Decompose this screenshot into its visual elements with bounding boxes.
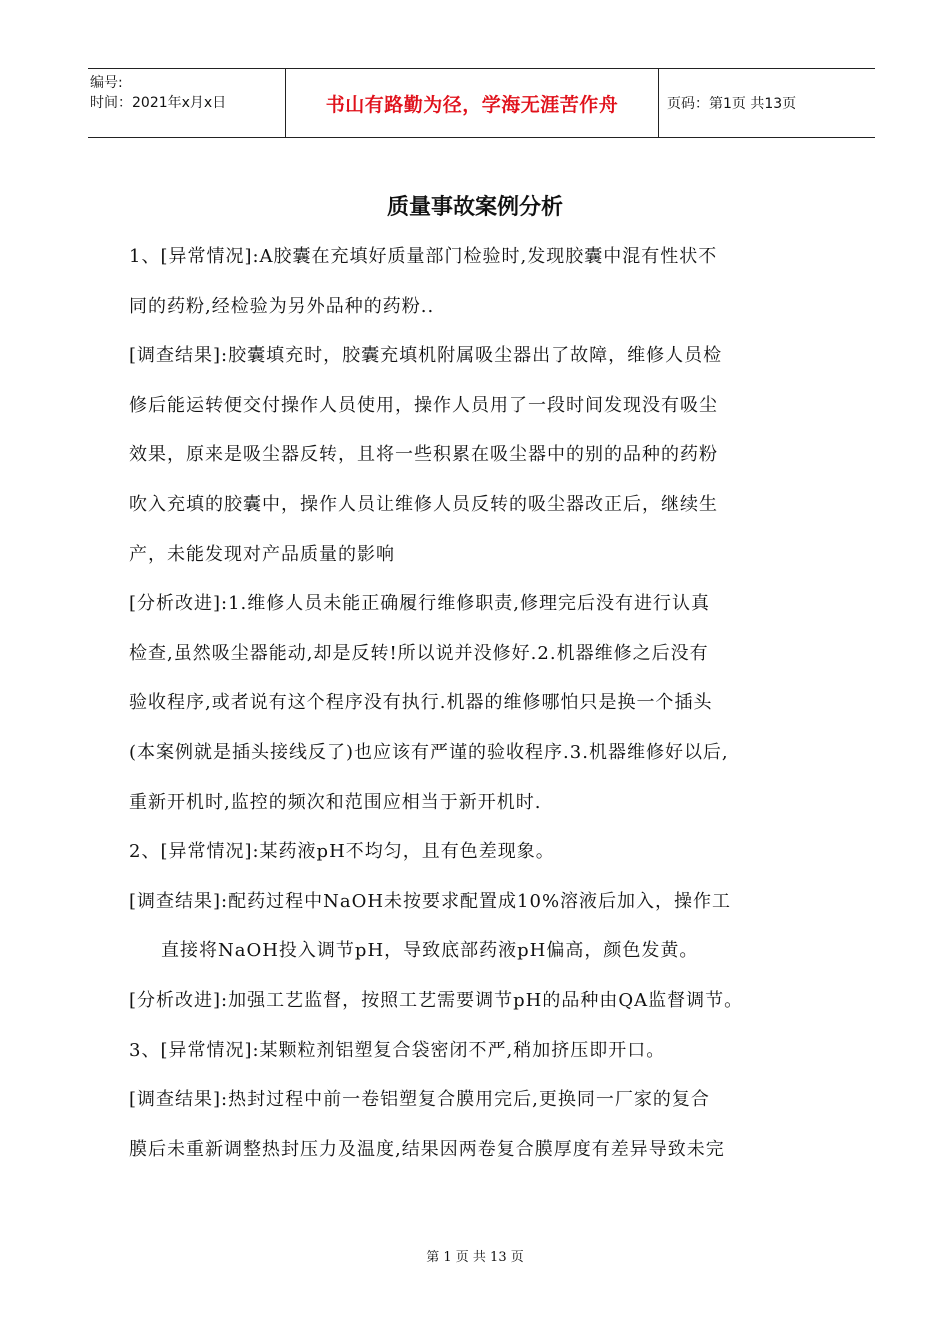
number-label: 编号: xyxy=(90,75,123,91)
text-line: 修后能运转便交付操作人员使用，操作人员用了一段时间发现没有吸尘 xyxy=(129,394,718,416)
text-line: 1、[异常情况]:A胶囊在充填好质量部门检验时,发现胶囊中混有性状不 xyxy=(129,246,718,267)
text-line: 吹入充填的胶囊中，操作人员让维修人员反转的吸尘器改正后，继续生 xyxy=(129,493,718,515)
time-label: 时间：2021年x月x日 xyxy=(90,95,227,111)
header-table xyxy=(88,68,875,138)
text-line: 重新开机时,监控的频次和范围应相当于新开机时. xyxy=(129,791,542,813)
text-line: [调查结果]:配药过程中NaOH未按要求配置成10%溶液后加入，操作工 xyxy=(129,890,732,912)
header-meta xyxy=(88,69,286,137)
text-line: 检查,虽然吸尘器能动,却是反转!所以说并没修好.2.机器维修之后没有 xyxy=(129,642,709,664)
text-line: 同的药粉,经检验为另外品种的药粉.. xyxy=(129,295,435,317)
text-line: 效果，原来是吸尘器反转，且将一些积累在吸尘器中的别的品种的药粉 xyxy=(129,444,718,466)
text-line: 3、[异常情况]:某颗粒剂铝塑复合袋密闭不严,稍加挤压即开口。 xyxy=(129,1039,666,1061)
text-line: 2、[异常情况]:某药液pH不均匀，且有色差现象。 xyxy=(129,841,555,863)
text-line: 直接将NaOH投入调节pH，导致底部药液pH偏高，颜色发黄。 xyxy=(161,940,699,962)
text-line: [调查结果]:胶囊填充时，胶囊充填机附属吸尘器出了故障，维修人员检 xyxy=(129,345,723,367)
text-line: [调查结果]:热封过程中前一卷铝塑复合膜用完后,更换同一厂家的复合 xyxy=(129,1089,710,1111)
text-line: 验收程序,或者说有这个程序没有执行.机器的维修哪怕只是换一个插头 xyxy=(129,692,713,714)
document-body xyxy=(129,232,841,1174)
document-title: 质量事故案例分析 xyxy=(386,195,563,220)
text-line: 膜后未重新调整热封压力及温度,结果因两卷复合膜厚度有差异导致未完 xyxy=(129,1138,725,1160)
header-motto: 书山有路勤为径，学海无涯苦作舟 xyxy=(286,69,659,137)
text-line: [分析改进]:加强工艺监督，按照工艺需要调节pH的品种由QA监督调节。 xyxy=(129,989,744,1011)
text-line: [分析改进]:1.维修人员未能正确履行维修职责,修理完后没有进行认真 xyxy=(129,593,711,615)
header-page-info: 页码：第1页 共13页 xyxy=(667,96,797,112)
page-footer: 第 1 页 共 13 页 xyxy=(426,1250,524,1265)
text-line: 产，未能发现对产品质量的影响 xyxy=(129,543,395,565)
text-line: (本案例就是插头接线反了)也应该有严谨的验收程序.3.机器维修好以后, xyxy=(129,741,729,763)
